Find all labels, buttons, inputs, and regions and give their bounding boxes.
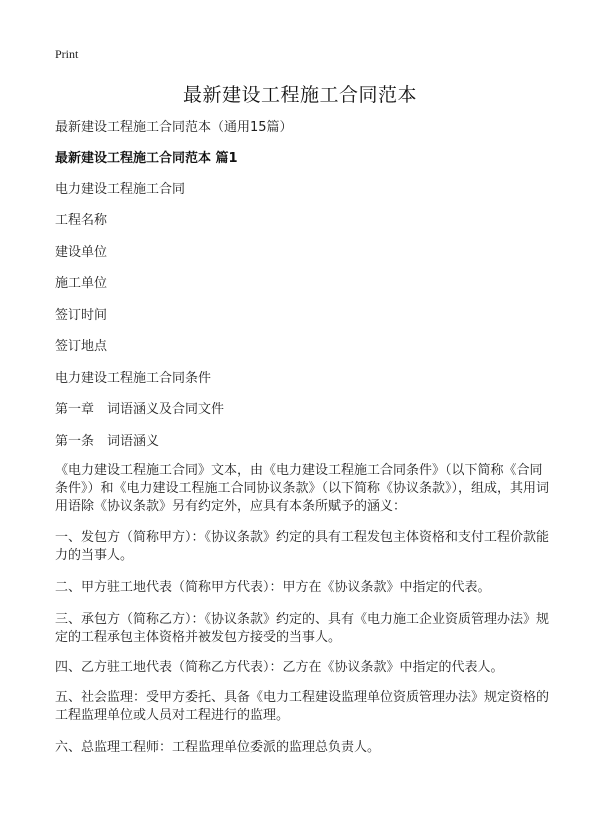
construction-unit-line: 施工单位 bbox=[55, 276, 108, 291]
definition-employer: 一、发包方（简称甲方）：《协议条款》约定的具有工程发包主体资格和支付工程价款能力的当事人。 bbox=[55, 530, 550, 563]
article-one-heading: 第一条 词语涵义 bbox=[55, 434, 160, 449]
signing-place-line: 签订地点 bbox=[55, 339, 108, 354]
section-heading: 最新建设工程施工合同范本 篇1 bbox=[55, 151, 238, 166]
signing-time-line: 签订时间 bbox=[55, 308, 108, 323]
chapter-one-heading: 第一章 词语涵义及合同文件 bbox=[55, 402, 225, 417]
print-label: Print bbox=[55, 47, 79, 61]
definition-chief-engineer: 六、总监理工程师：工程监理单位委派的监理总负责人。 bbox=[55, 740, 381, 755]
owner-unit-line: 建设单位 bbox=[55, 245, 108, 260]
definition-contractor: 三、承包方（简称乙方）：《协议条款》约定的、具有《电力施工企业资质管理办法》规定的工程承包主体资格并被发包方接受的当事人。 bbox=[55, 612, 550, 645]
document-subtitle: 最新建设工程施工合同范本（通用15篇） bbox=[55, 120, 293, 135]
document-title: 最新建设工程施工合同范本 bbox=[182, 84, 417, 106]
intro-paragraph: 《电力建设工程施工合同》文本，由《电力建设工程施工合同条件》（以下简称《合同条件》）和《电力建设工程施工合同协议条款》（以下简称《协议条款》），组成，其用词用语除《协议条款》另有约定外，应具有本条所赋予的涵义： bbox=[55, 463, 550, 514]
project-name-line: 工程名称 bbox=[55, 213, 108, 228]
definition-employer-representative: 二、甲方驻工地代表（简称甲方代表）：甲方在《协议条款》中指定的代表。 bbox=[55, 580, 491, 595]
definition-contractor-representative: 四、乙方驻工地代表（简称乙方代表）：乙方在《协议条款》中指定的代表人。 bbox=[55, 660, 504, 675]
definition-supervision: 五、社会监理：受甲方委托、具备《电力工程建设监理单位资质管理办法》规定资格的工程监理单位或人员对工程进行的监理。 bbox=[55, 690, 550, 723]
contract-conditions-heading: 电力建设工程施工合同条件 bbox=[55, 371, 212, 386]
contract-name-line: 电力建设工程施工合同 bbox=[55, 182, 186, 197]
